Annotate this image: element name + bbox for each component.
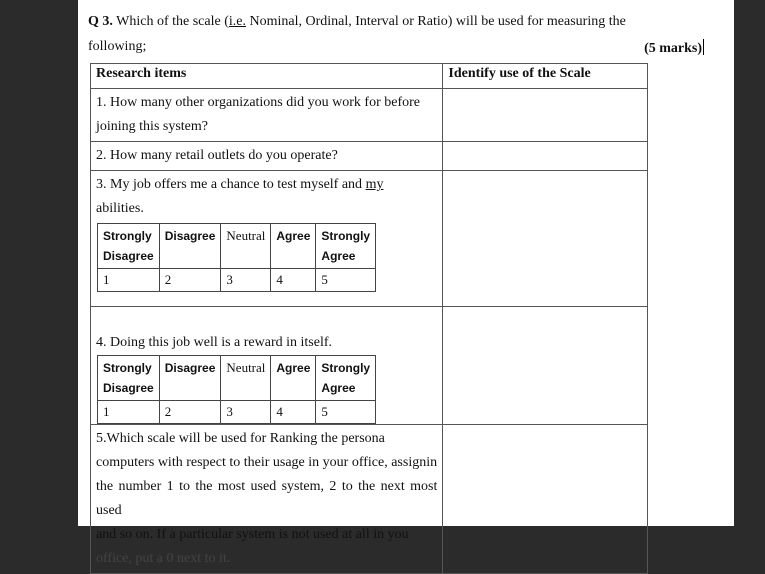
table-row-item-1 [91,89,648,142]
header-research-items-text: Research items [96,66,187,81]
item-1-scale-answer[interactable] [443,89,648,142]
table-row-item-4 [91,307,648,425]
likert-label-strongly-agree [316,224,376,269]
item-5-line: the number 1 to the most used system, 2 to the next most used [96,479,438,518]
likert-number-2[interactable]: 2 [159,269,221,292]
likert-label-text: Agree [321,249,356,263]
likert-label-text: Agree [321,381,356,395]
likert-number-3[interactable]: 3 [221,269,271,292]
likert-label-text: Disagree [164,361,216,375]
likert-label-text: Neutral [226,360,266,375]
header-scale-text: Identify use of the Scale [448,66,591,81]
likert-label-row [98,224,376,269]
likert-label-text: Disagree [103,381,154,395]
likert-label-row [98,356,376,401]
likert-label-neutral [221,224,271,269]
header-research-items [91,64,443,89]
likert-label-text: Agree [276,229,311,243]
likert-number-5[interactable]: 5 [316,269,376,292]
item-3-cell[interactable] [91,171,443,307]
likert-label-text: Disagree [103,249,154,263]
likert-label-agree [271,224,316,269]
likert-number-row [98,401,376,424]
question-text-a: Which of the scale ( [112,14,229,29]
item-1-line-2: joining this system? [96,119,208,134]
marks-label [644,39,704,57]
likert-scale-table-2 [97,355,376,424]
item-5-line: 5.Which scale will be used for Ranking the persona [96,431,385,446]
likert-label-text: Strongly [103,229,152,243]
item-1-cell[interactable] [91,89,443,142]
likert-label-text: Strongly [321,361,371,375]
likert-number-1[interactable]: 1 [98,401,160,424]
item-5-scale-answer[interactable] [443,425,648,574]
item-1-text [91,89,442,141]
header-scale [443,64,648,89]
likert-label-text: Neutral [226,228,266,243]
likert-number-4[interactable]: 4 [271,269,316,292]
likert-label-disagree [159,356,221,401]
item-5-line: computers with respect to their usage in your office, assignin [96,455,438,470]
table-header-row [91,64,648,89]
item-4-text: 4. Doing this job well is a reward in itself. [96,335,333,350]
likert-label-text: Strongly [103,361,152,375]
item-3-line-2: abilities. [96,201,144,216]
likert-number-4[interactable]: 4 [271,401,316,424]
item-3-my: my [365,177,384,192]
item-5-line: office, put a 0 next to it. [96,551,231,566]
likert-label-text: Disagree [164,229,216,243]
question-line-2: following; [88,39,147,54]
item-5-text [91,425,442,573]
likert-label-strongly-disagree [98,224,160,269]
likert-label-strongly-agree [316,356,376,401]
item-4-scale-answer[interactable] [443,307,648,425]
likert-number-row [98,269,376,292]
likert-label-text: Strongly [321,229,371,243]
question-ie: i.e. [228,14,246,29]
likert-label-strongly-disagree [98,356,160,401]
likert-number-3[interactable]: 3 [221,401,271,424]
item-2-cell[interactable] [91,142,443,171]
item-5-cell[interactable] [91,425,443,574]
item-4-cell[interactable] [91,307,443,425]
document-page [78,0,734,566]
item-3-text [91,171,442,223]
likert-number-5[interactable]: 5 [316,401,376,424]
table-row-item-3 [91,171,648,307]
text-cursor [703,39,704,55]
table-row-item-2 [91,142,648,171]
likert-label-disagree [159,224,221,269]
spacer [91,292,442,306]
item-3-prefix: 3. My job offers me a chance to test myself and [96,177,366,192]
spacer [91,307,442,331]
likert-label-neutral [221,356,271,401]
marks-text: (5 marks) [644,41,702,56]
question-number: Q 3. [88,14,113,29]
item-5-line: and so on. If a particular system is not used at all in you [96,527,409,542]
item-3-line-1 [96,173,437,197]
likert-number-1[interactable]: 1 [98,269,160,292]
question-text-b: Nominal, Ordinal, Interval or Ratio) will be used for measuring the [245,14,626,29]
likert-label-agree [271,356,316,401]
question-line-1 [88,14,626,30]
research-items-table [90,63,648,574]
item-2-scale-answer[interactable] [443,142,648,171]
likert-scale-table-1 [97,223,376,292]
item-2-text: 2. How many retail outlets do you operate? [96,148,338,163]
likert-number-2[interactable]: 2 [159,401,221,424]
table-row-item-5 [91,425,648,574]
item-3-scale-answer[interactable] [443,171,648,307]
likert-label-text: Agree [276,361,311,375]
item-1-line-1: 1. How many other organizations did you work for before [96,95,420,110]
